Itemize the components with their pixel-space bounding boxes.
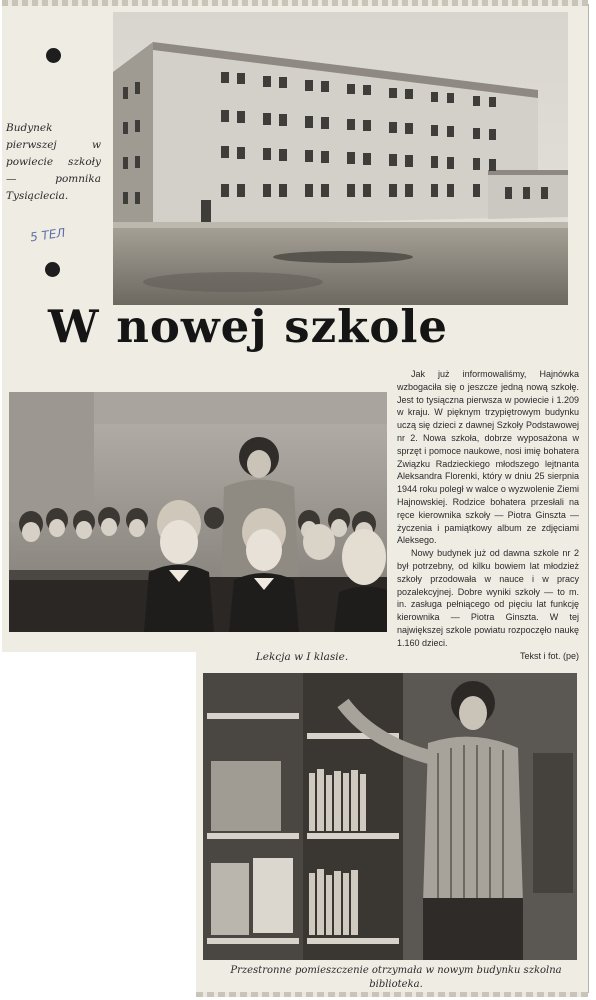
classroom-caption: Lekcja w I klasie. (255, 651, 349, 663)
school-building-photo (113, 12, 568, 305)
torn-edge-bottom (196, 992, 588, 997)
pencil-annotation: 5 ТЕЛ (29, 225, 67, 245)
torn-edge-top (2, 0, 588, 6)
library-caption: Przestronne pomieszczenie otrzymała w nowym budynku szkolna biblioteka. (230, 965, 562, 990)
library-photo (203, 673, 577, 960)
article-body (397, 368, 579, 662)
classroom-photo (9, 392, 387, 632)
article-paragraph: Nowy budynek już od dawna szkole nr 2 był potrzebny, od kilku bowiem lat młodzież szkoły przodowała w nauce i w pracy pozalekcyjnej. Dobre wyniki szkoły — to m. in. zasługa pełniącego od pięciu lat funkcję kierownika — Piotra Ginszta. W tej największej szkole powiatu rozpoczęło naukę 1.160 dzieci. (397, 548, 579, 648)
punch-hole-bottom (45, 262, 60, 277)
article-headline: W nowej szkole (48, 300, 449, 353)
photo-credit: Tekst i fot. (pe) (519, 650, 579, 661)
school-building-caption: Budynek pierwszej w powiecie szkoły — pomnika Tysiąclecia. (6, 122, 101, 202)
article-paragraph: Jak już informowaliśmy, Hajnówka wzbogaciła się o jeszcze jedną nową szkołę. Jest to tysiączna pierwsza w powiecie i 1.209 w kraju. W pięknym trzypiętrowym budynku uczą się dzieci z dawnej Szkoły Podstawowej nr 2. Nowa szkoła, dobrze wyposażona w sprzęt i pomoce naukowe, nosi imię bohatera Związku Radzieckiego młodszego lejtnanta Aleksandra Florenki, który w dniu 25 sierpnia 1944 roku poległ w walce o wyzwolenie Ziemi Hajnowskiej. Rodzice bohatera przesłali na ręce kierownika szkoły — Piotra Ginszta — życzenia i pamiątkowy album ze zdjęciami Aleksego. (397, 369, 579, 546)
punch-hole-top (46, 48, 61, 63)
